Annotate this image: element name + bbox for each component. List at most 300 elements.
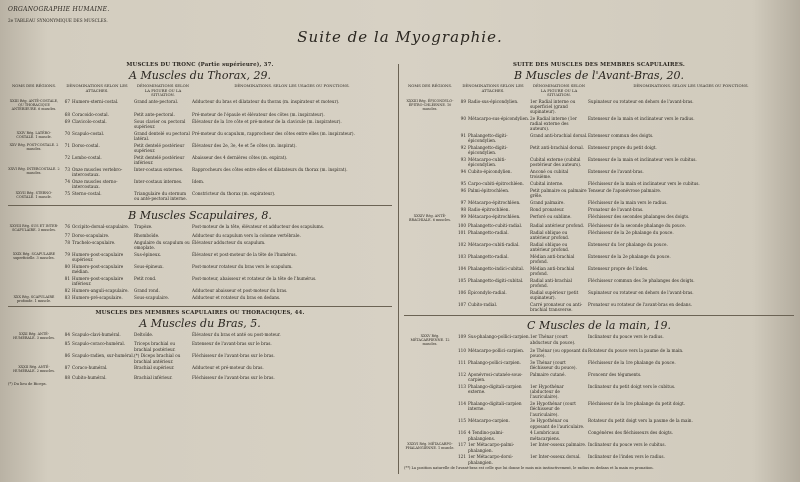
muscle-row	[404, 242, 794, 252]
muscle-number: 121	[458, 454, 466, 460]
header-regions: NOMS DES RÉGIONS.	[407, 83, 453, 88]
function-name: Extenseur propre de l'index.	[588, 265, 649, 271]
function-name: Élévateur et post-moteur de la tête de l'humérus.	[192, 251, 297, 257]
muscle-number: 103	[458, 253, 466, 259]
muscle-number: 68	[64, 112, 70, 118]
attach-name: Métacarpo-pollici-carpien.	[468, 347, 525, 353]
muscle-number: 101	[458, 229, 466, 235]
region-label: XXVIII Rég. SUS ET INTER-SCAPULAIRE. 3 muscles.	[9, 223, 59, 232]
muscle-row	[404, 418, 794, 428]
attach-name: Cubito-épicondylien.	[468, 169, 512, 175]
situation-name: 1er Thénar (court abducteur du pouce).	[530, 334, 576, 345]
function-name: Extenseur du 1er phalange du pouce.	[588, 241, 668, 247]
situation-name: 2e Hypothénar (court fléchisseur de l'auriculaire).	[530, 401, 576, 417]
header-fonctions: DÉNOMINATIONS. SELON LES USAGES OU FONCTIONS.	[234, 83, 350, 88]
muscle-number: 98	[460, 206, 466, 212]
situation-name: Anconé ou cubital troisième.	[530, 169, 569, 180]
situation-name: Petit dentelé postérieur inférieur.	[134, 155, 185, 166]
function-name: Inclinateur du pouce vers le radius.	[588, 334, 664, 340]
muscle-row	[404, 430, 794, 440]
attach-name: Métacarpo-cubiti-épicondylien.	[468, 157, 506, 168]
muscle-row	[404, 334, 794, 346]
attach-name: Humero-sterni-costal.	[72, 98, 119, 104]
attach-name: Phalango-digitali-carpien interne.	[468, 401, 522, 412]
section-subheading: A Muscles du Thorax, 29.	[129, 69, 271, 82]
situation-name: 4 Lombricaux métacarpiens.	[530, 430, 561, 441]
header-regions: NOMS DES RÉGIONS.	[11, 83, 57, 88]
muscle-number: 110	[458, 347, 466, 353]
attach-name: Phalango-pollici-carpien.	[468, 359, 521, 365]
function-name: Abaisseur des 4 dernières côtes (m. expirat).	[192, 155, 288, 161]
muscle-list	[404, 334, 794, 464]
function-name: Élévateur de la 1re côte et pré-moteur de la clavicule (m. inspirateur).	[192, 119, 342, 125]
situation-name: Radial oblique ou antérieur profond.	[530, 241, 570, 253]
footnote: (**) La position naturelle de l'avant-bras est celle que lui donne le mois mis instinctivement, le radius en dedans et la main en pronation.	[404, 466, 654, 471]
situation-name: Cubital externe (cubital postérieur des auteurs).	[530, 157, 582, 168]
function-name: Pré-moteur de l'épaule et élévateur des côtes (m. inspirateur).	[192, 112, 325, 118]
muscle-number: 89	[460, 98, 466, 104]
muscle-row	[8, 276, 392, 286]
muscle-row	[8, 240, 392, 250]
section-heading: SUITE DES MUSCLES DES MEMBRES SCAPULAIRES.	[513, 62, 685, 68]
muscle-number: 109	[458, 334, 466, 340]
attach-name: Phalangetto-digiti-épicondylien.	[468, 145, 508, 156]
muscle-row	[404, 145, 794, 155]
muscle-number: 105	[458, 277, 466, 283]
muscle-number: 81	[64, 275, 70, 281]
section-subheading: A Muscles du Bras, 5.	[139, 316, 261, 330]
function-name: Rotateur du petit doigt vers la paume de la main.	[588, 418, 693, 424]
situation-name: Grand rond.	[134, 287, 160, 293]
muscle-row	[8, 233, 392, 238]
situation-name: 1er Radial interne ou superficiel (grand supinateur).	[530, 98, 576, 115]
situation-name: Petit palmaire ou palmaire grêle.	[530, 187, 587, 199]
header-situation: DÉNOMINATIONS SELON LA FIGURE OU LA SITUATION.	[532, 83, 586, 98]
situation-name: Rhomboïde.	[134, 233, 160, 239]
muscle-number: 113	[458, 383, 466, 389]
muscle-row	[8, 143, 392, 153]
muscle-row	[8, 295, 392, 303]
muscle-list	[8, 224, 392, 303]
function-name: Extenseur de l'avant-bras.	[588, 169, 644, 175]
attach-name: Phalangetto-radial.	[468, 253, 509, 259]
attach-name: Onze muscles sterno-intercostaux.	[72, 179, 118, 190]
situation-name: Grand anti-brachial dorsal.	[530, 133, 588, 139]
muscle-number: 104	[458, 265, 466, 271]
muscle-row	[404, 442, 794, 452]
attach-name: Clavicolo-costal.	[72, 119, 107, 125]
function-name: Idem.	[192, 179, 205, 185]
muscle-number: 84	[64, 331, 70, 337]
attach-name: Scapulo-costal.	[72, 131, 105, 137]
muscle-row	[404, 223, 794, 228]
region-label: XXIII Rég. ANTÉ-COSTALE, OU THORACIQUE ANTÉRIEURE. 6 muscles.	[9, 98, 59, 111]
situation-name: Petit ante-pectoral.	[134, 112, 175, 118]
muscle-row	[8, 167, 392, 177]
region-label: XXIX Rég. SCAPULAIRE superficielle. 3 muscles.	[12, 251, 56, 260]
region-label: XXV Rég. POST-COSTALE. 2 muscles.	[9, 143, 59, 152]
table-number: 2e TABLEAU SYNONYMIQUE DES MUSCLES.	[8, 18, 108, 23]
muscle-row	[404, 454, 794, 464]
function-name: Froncenr des téguments.	[588, 371, 642, 377]
muscle-number: 95	[460, 181, 466, 187]
section-subheading: C Muscles de la main, 19.	[527, 319, 671, 333]
region-label: XXVII Rég. STERNO-COSTALE. 1 muscle.	[15, 191, 53, 200]
attach-name: Onze muscles vertebro-intercostaux.	[72, 167, 123, 178]
situation-name: (*) Diceps brachial ou brachial antérieur.	[134, 353, 181, 364]
muscle-row	[8, 119, 392, 129]
muscle-row	[404, 181, 794, 186]
attach-name: Humero-post-scapulaire supérieur.	[72, 251, 124, 263]
situation-name: Grand palmaire.	[530, 199, 565, 205]
situation-name: Triangulaire du sternum ou anté-pectoral interne.	[134, 191, 187, 202]
muscle-number: 83	[64, 294, 70, 300]
situation-name: 2e Thénar (ou opposant du pouce).	[530, 347, 588, 359]
muscle-row	[404, 302, 794, 312]
function-name: Adducteur et rotateur du bras en dedans.	[192, 294, 281, 300]
muscle-row	[404, 254, 794, 264]
muscle-list	[8, 99, 392, 202]
function-name: Pré-moteur du scapulum, rapprocheur des côtes entre elles (m. inspirateur).	[192, 131, 355, 137]
attach-name: Occipito-dorsal-scapulaire.	[72, 223, 130, 229]
attach-name: Humero-post-scapulaire inférieur.	[72, 275, 124, 287]
function-name: Rotateur du pouce vers la paume de la main.	[588, 347, 684, 353]
muscle-number: 80	[64, 263, 70, 269]
column-headers	[404, 84, 794, 98]
situation-name: Angulaire du scapulum ou omoplate.	[134, 239, 190, 251]
header-attach: DÉNOMINATIONS SELON LES ATTACHES.	[66, 83, 128, 93]
region-label: XXX Rég. SCAPULAIRE profonde. 1 muscle.	[13, 294, 55, 303]
muscle-number: 91	[460, 133, 466, 139]
attach-name: Radio-épitrochléen.	[468, 206, 510, 212]
column-headers	[8, 84, 392, 98]
attach-name: Cubito-radial.	[468, 301, 498, 307]
situation-name: Petit dentelé postérieur supérieur.	[134, 143, 185, 154]
situation-name: Médian anti-brachial profond.	[530, 253, 575, 265]
muscle-number: 106	[458, 289, 466, 295]
attach-name: Phalangetto-indici-cubital.	[468, 265, 525, 271]
function-name: Fléchisseur de l'avant-bras sur le bras.	[192, 374, 275, 380]
attach-name: Métacarpo-cubiti-radial.	[468, 241, 520, 247]
function-name: Fléchisseur de l'avant-bras sur le bras.	[192, 353, 275, 359]
region-label: XXXV Rég. MÉTACARPIENNE. 12 muscles.	[410, 334, 450, 347]
attach-name: Sus-phalango-pollici-carpien.	[468, 334, 530, 340]
muscle-number: 78	[64, 239, 70, 245]
attach-name: Dorso-scapulaire.	[72, 233, 110, 239]
attach-name: Métacarpo-sus-épicondylien.	[468, 115, 530, 121]
muscle-number: 76	[64, 223, 70, 229]
attach-name: Phalangetto-digiti-cubital.	[468, 277, 524, 283]
muscle-number: 112	[458, 371, 466, 377]
region-label: XXXIII Rég. ÉPICONDYLO-ÉPITRO-CHLÉENNE. 10 muscles.	[406, 98, 454, 111]
region-label: XXXII Rég. ANTÉ-HUMÉRALE. 2 muscles.	[13, 365, 55, 374]
attach-name: Cubito-huméral.	[72, 374, 107, 380]
right-column	[404, 62, 794, 477]
function-name: Adducteur du bras et dilatateur du thorax (m. inspirateur et moteur).	[192, 98, 340, 104]
situation-name: Grand dentelé ou pectoral latéral.	[134, 131, 190, 142]
muscle-row	[404, 401, 794, 417]
function-name: Adducteur abaisseur et post-moteur du bras.	[192, 287, 288, 293]
muscle-number: 79	[64, 251, 70, 257]
function-name: Élévateur du bras et anté ou post-moteur.	[192, 331, 281, 337]
muscle-row	[404, 207, 794, 212]
muscle-row	[404, 133, 794, 143]
function-name: Extenseur de la 2e phalange du pouce.	[588, 253, 671, 259]
muscle-number: 92	[460, 145, 466, 151]
muscle-number: 69	[64, 119, 70, 125]
muscle-number: 107	[458, 301, 466, 307]
situation-name: Petit anti-brachial dorsal.	[530, 145, 585, 151]
function-name: Rapprocheurs des côtes entre elles et dilatateurs du thorax (m. inspirat).	[192, 167, 348, 173]
region-label: XXXIV Rég. ANTÉ-BRACHIALE. 6 muscles.	[409, 213, 451, 222]
footnote: (*) Du lieu de Biceps.	[8, 381, 47, 386]
muscle-number: 111	[458, 359, 466, 365]
situation-name: 1er Hypothénar (abducteur de l'auriculaire).	[530, 383, 564, 400]
attach-name: Humero-post-scapulaire médian.	[72, 263, 124, 275]
function-name: Fléchisseur de la 1re phalange du pouce.	[588, 359, 676, 365]
muscle-row	[8, 99, 392, 111]
muscle-number: 88	[64, 374, 70, 380]
muscle-list	[8, 332, 392, 380]
muscle-number: 116	[458, 430, 466, 436]
muscle-row	[8, 112, 392, 117]
attach-name: Scapulo-coraco-huméral.	[72, 341, 126, 347]
situation-name: Sous-scapulaire.	[134, 294, 170, 300]
muscle-number: 97	[460, 199, 466, 205]
region-label: XXXI Rég. ANTÉ-HUMÉRALE. 3 muscles.	[13, 331, 55, 340]
function-name: Supinateur ou rotateur en dehors de l'avant-bras.	[588, 98, 694, 104]
situation-name: Brachial supérieur.	[134, 365, 175, 371]
muscle-row	[404, 99, 794, 115]
function-name: Extenseur propre du petit doigt.	[588, 145, 657, 151]
situation-name: Trapèze.	[134, 223, 153, 229]
muscle-row	[8, 375, 392, 380]
muscle-row	[404, 200, 794, 205]
muscle-row	[404, 348, 794, 358]
attach-name: Radio-sus-épicondylien.	[468, 98, 519, 104]
muscle-row	[404, 384, 794, 400]
muscle-row	[404, 188, 794, 198]
function-name: Congénères des fléchisseurs des doigts.	[588, 430, 673, 436]
attach-name: 1er Métacarpo-palmi-phalangien.	[468, 442, 515, 453]
muscle-row	[8, 179, 392, 189]
attach-name: Épicondylo-radial.	[468, 289, 507, 295]
function-name: Adducteur du scapulum vers la colonne vertébrale.	[192, 233, 301, 239]
muscle-row	[8, 155, 392, 165]
muscle-number: 75	[64, 191, 70, 197]
attach-name: Lombo-costal.	[72, 155, 102, 161]
muscle-row	[404, 214, 794, 222]
attach-name: Scapulo-radien, sur-huméral.	[72, 353, 134, 359]
muscle-row	[404, 230, 794, 240]
function-name: Fléchisseur des secondes phalanges des doigts.	[588, 213, 690, 219]
situation-name: Rond pronateur.	[530, 206, 565, 212]
function-name: Élévateur adducteur du scapulum.	[192, 239, 266, 245]
situation-name: 1er Inter-osseux dorsal.	[530, 454, 581, 460]
muscle-row	[404, 157, 794, 167]
section-heading: MUSCLES DU TRONC (Partie supérieure), 37.	[126, 62, 274, 68]
function-name: Pronateur ou rotateur de l'avant-bras en dedans.	[588, 301, 692, 307]
muscle-number: 96	[460, 187, 466, 193]
function-name: Extenseur de l'avant-bras sur le bras.	[192, 341, 272, 347]
muscle-number: 87	[64, 365, 70, 371]
muscle-number: 70	[64, 131, 70, 137]
situation-name: Palmaire cutané.	[530, 371, 566, 377]
situation-name: Grand ante-pectoral.	[134, 98, 179, 104]
function-name: Extenseur commun des doigts.	[588, 133, 654, 139]
situation-name: Inter-costaux internes.	[134, 179, 183, 185]
attach-name: Sterno-costal.	[72, 191, 102, 197]
divider	[8, 306, 392, 307]
attach-name: 1er Métacarpo-dorsi-phalangien.	[468, 454, 513, 465]
muscle-number: 100	[458, 223, 466, 229]
running-head: ORGANOGRAPHIE HUMAINE.	[8, 6, 110, 13]
function-name: Fléchisseur de la main et inclinateur vers le cubitus.	[588, 181, 700, 187]
situation-name: Triceps brachial ou brachial postérieur.	[134, 341, 176, 352]
muscle-number: 73	[64, 167, 70, 173]
function-name: Extenseur de la main et inclinateur vers le radius.	[588, 115, 695, 121]
muscle-row	[404, 278, 794, 288]
situation-name: Radial antérieur profond.	[530, 223, 585, 229]
muscle-row	[404, 290, 794, 300]
function-name: Fléchisseur de la 2e phalange du pouce.	[588, 229, 674, 235]
attach-name: Métacarpo-épitrochléen.	[468, 213, 521, 219]
muscle-row	[8, 224, 392, 232]
situation-name: Inter-costaux externes.	[134, 167, 184, 173]
muscle-number: 115	[458, 418, 466, 424]
muscle-number: 94	[460, 169, 466, 175]
situation-name: Brachial inférieur.	[134, 374, 173, 380]
function-name: Inclinateur de l'index vers le radius.	[588, 454, 665, 460]
header-situation: DÉNOMINATIONS SELON LA FIGURE OU LA SITUATION.	[136, 83, 190, 98]
muscle-number: 67	[64, 98, 70, 104]
situation-name: Carré pronateur ou anti-brachial transverse.	[530, 301, 583, 313]
muscle-row	[8, 353, 392, 363]
situation-name: Radial supérieur (petit supinateur).	[530, 289, 579, 301]
muscle-number: 85	[64, 341, 70, 347]
function-name: Extenseur de la main et inclinateur vers le cubitus.	[588, 157, 697, 163]
muscle-number: 74	[64, 179, 70, 185]
muscle-row	[8, 131, 392, 141]
function-name: Adducteur et pré-moteur du bras.	[192, 365, 264, 371]
function-name: Inclinateur du petit doigt vers le cubitus.	[588, 383, 676, 389]
function-name: Élévateur des 2e, 3e, 4e et 5e côtes (m. inspirat).	[192, 143, 297, 149]
muscle-row	[8, 341, 392, 351]
muscle-row	[8, 252, 392, 262]
section-subheading: B Muscles Scapulaires, 8.	[128, 208, 272, 222]
function-name: Constricteur du thorax (m. expirateur).	[192, 191, 276, 197]
function-name: Post-moteur rotateur du bras vers le scapulum.	[192, 263, 293, 269]
function-name: Fléchisseur commun des 3e phalanges des doigts.	[588, 277, 695, 283]
attach-name: Humero-anguli-scapulaire.	[72, 287, 129, 293]
attach-name: Aponévrosi-cutanéo-sous-carpien.	[468, 371, 523, 383]
situation-name: Médian anti-brachial profond.	[530, 265, 575, 277]
attach-name: Métacarpo-épitrochléen.	[468, 199, 521, 205]
divider	[404, 315, 794, 316]
attach-name: Phalangetto-cubiti-radial.	[468, 223, 523, 229]
muscle-row	[404, 266, 794, 276]
region-label: XXVI Rég. INTERCOSTALE. 2 muscles.	[8, 167, 60, 176]
situation-name: Sous-épineux.	[134, 263, 164, 269]
situation-name: 3e Hypothénar ou opposant de l'auriculaire.	[530, 418, 585, 429]
muscle-number: 102	[458, 241, 466, 247]
muscle-number: 93	[460, 157, 466, 163]
function-name: Post-moteur, abaisseur et rotateur de la tête de l'humérus.	[192, 275, 317, 281]
section-heading: MUSCLES DES MEMBRES SCAPULAIRES OU THORACIQUES, 44.	[95, 309, 305, 316]
situation-name: 3e Thénar (court fléchisseur du pouce).	[530, 359, 577, 371]
header-attach: DÉNOMINATIONS SELON LES ATTACHES.	[462, 83, 524, 93]
function-name: Inclinateur du pouce vers le cubitus.	[588, 442, 666, 448]
situation-name: Cubital interne.	[530, 181, 564, 187]
function-name: Supinateur ou rotateur en dehors de l'avant-bras.	[588, 289, 694, 295]
region-label: XXXVI Rég. MÉTACARPO-PHALANGIENNE. 1 muscle.	[405, 442, 455, 451]
function-name: Tenseur de l'aponévrose palmaire.	[588, 187, 662, 193]
situation-name: 1er Inter-osseux palmaire.	[530, 442, 587, 448]
muscle-row	[404, 372, 794, 382]
page-title: Suite de la Myographie.	[297, 28, 503, 46]
attach-name: 4 Tendino-palmi-phalangiens.	[468, 430, 504, 441]
situation-name: Petit rond.	[134, 275, 157, 281]
header-fonctions: DÉNOMINATIONS. SELON LES USAGES OU FONCTIONS.	[633, 83, 749, 88]
muscle-number: 72	[64, 155, 70, 161]
situation-name: Perforé ou sublime.	[530, 213, 572, 219]
muscle-number: 90	[460, 115, 466, 121]
muscle-number: 114	[458, 401, 466, 407]
attach-name: Dorso-costal.	[72, 143, 100, 149]
attach-name: Carpo-cubiti-épitrochléen.	[468, 181, 524, 187]
muscle-row	[8, 365, 392, 373]
muscle-list	[404, 99, 794, 313]
attach-name: Coracoido-costal.	[72, 112, 109, 118]
muscle-number: 82	[64, 287, 70, 293]
section-subheading: B Muscles de l'Avant-Bras, 20.	[513, 69, 685, 82]
region-label: XXIV Rég. LATÉRO-COSTALE. 1 muscle.	[16, 131, 52, 140]
muscle-row	[8, 191, 392, 201]
muscle-row	[8, 288, 392, 293]
situation-name: Deltoïde.	[134, 331, 154, 337]
function-name: Fléchisseur de la main vers le radius.	[588, 199, 668, 205]
attach-name: Phalangetto-digiti-épicondylien.	[468, 133, 508, 144]
function-name: Fléchisseur de la seconde phalange du pouce.	[588, 223, 686, 229]
situation-name: Sous clavier ou pectoral supérieur.	[134, 119, 186, 130]
divider	[8, 205, 392, 206]
situation-name: 2e Radial interne (1er radial externe des auteurs).	[530, 115, 577, 132]
muscle-row	[8, 264, 392, 274]
attach-name: Phalangetto-radial.	[468, 229, 509, 235]
function-name: Pronateur de l'avant-bras.	[588, 206, 644, 212]
attach-name: Coraco-huméral.	[72, 365, 108, 371]
attach-name: Métacarpo-carpien.	[468, 418, 510, 424]
muscle-row	[8, 332, 392, 340]
situation-name: Sus-épineux.	[134, 251, 162, 257]
situation-name: Radial oblique ou antérieur profond.	[530, 229, 570, 241]
function-name: Fléchisseur de la 1re phalange du petit doigt.	[588, 401, 686, 407]
muscle-row	[404, 116, 794, 132]
attach-name: Trachelo-scapulaire.	[72, 239, 116, 245]
attach-name: Scapulo-clavi-huméral.	[72, 331, 121, 337]
attach-name: Humero-pré-scapulaire.	[72, 294, 123, 300]
muscle-number: 99	[460, 213, 466, 219]
situation-name: Radial anti-brachial profond.	[530, 277, 572, 289]
attach-name: Palmi-épitrochléen.	[468, 187, 510, 193]
function-name: Post-moteur de la tête, élévateur et adducteur des scapulums.	[192, 223, 325, 229]
muscle-number: 117	[458, 442, 466, 448]
muscle-number: 86	[64, 353, 70, 359]
column-divider	[398, 64, 399, 474]
left-column	[8, 62, 392, 477]
muscle-row	[404, 169, 794, 179]
attach-name: Phalango-digitali-carpien externe.	[468, 383, 522, 395]
